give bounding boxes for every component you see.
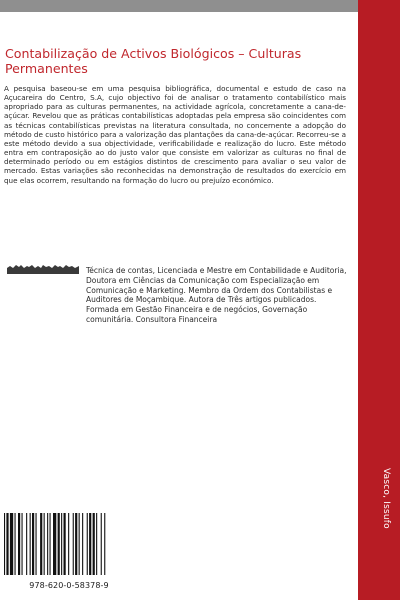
barcode-bar — [79, 513, 80, 575]
book-title: Contabilização de Activos Biológicos – Culturas Permanentes — [5, 46, 302, 76]
barcode-bar — [6, 513, 8, 575]
book-spine — [358, 0, 400, 600]
barcode-bar — [61, 513, 62, 575]
spine-author-name: Vasco, Issufo — [381, 468, 391, 529]
barcode-bar — [32, 513, 34, 575]
author-photo — [7, 262, 79, 274]
barcode-bar — [58, 513, 60, 575]
barcode-bar — [64, 513, 66, 575]
barcode-bar — [82, 513, 83, 575]
barcode-bar — [68, 513, 69, 575]
barcode-bar — [40, 513, 42, 575]
barcode-bar — [53, 513, 56, 575]
book-abstract: A pesquisa baseou-se em uma pesquisa bibliográfica, documental e estudo de caso na Açucareira do Centro, S.A, cujo objectivo foi de analisar o tratamento contabilístico mais apropriado para as culturas permanentes, na actividade agrícola, concretamente a cana-de-açúcar. Revelou que as práticas contabilísticas adoptadas pela empresa são coincidentes com as técnicas contabilísticas previstas na literatura consultada, no concernente a adopção do método de custo histórico para a valorização das plantações da cana-de-açúcar. Recorreu-se a este método devido a sua objectividade, verificabilidade e realização do lucro. Este método entra em contraposição ao do justo valor que consiste em valorizar as culturas no final de determinado período ou em estágios distintos de crescimento para avaliar o seu valor de mercado. Estas variações são reconhecidas na demonstração de resultados do exercício em que elas ocorrem, resultando na formação do lucro ou prejuízo económico. — [4, 84, 346, 185]
barcode-bar — [22, 513, 23, 575]
barcode-bar — [96, 513, 97, 575]
barcode-bar — [26, 513, 27, 575]
barcode-bar — [93, 513, 95, 575]
barcode-bar — [47, 513, 48, 575]
barcode-bar — [36, 513, 37, 575]
barcode-bar — [18, 513, 20, 575]
barcode-bar — [104, 513, 105, 575]
barcode-bar — [30, 513, 31, 575]
barcode-bar — [87, 513, 88, 575]
isbn-number: 978-620-0-58378-9 — [29, 581, 109, 590]
barcode-bar — [89, 513, 91, 575]
barcode-bar — [50, 513, 51, 575]
barcode-bar — [15, 513, 16, 575]
top-gray-strip — [0, 0, 358, 12]
barcode-bar — [4, 513, 5, 575]
barcode-bar — [75, 513, 77, 575]
barcode-bar — [73, 513, 74, 575]
barcode-bar — [10, 513, 13, 575]
barcode-bar — [44, 513, 45, 575]
barcode-bar — [101, 513, 102, 575]
isbn-barcode — [3, 513, 136, 575]
author-biography: Técnica de contas, Licenciada e Mestre em Contabilidade e Auditoria, Doutora em Ciências da Comunicação com Especialização em Comunicação e Marketing. Membro da Ordem dos Contabilistas e Auditores de Moçambique. Autora de Três artigos publicados. Formada em Gestão Financeira e de negócios, Governação comunitária. Consultora Financeira — [86, 266, 347, 324]
